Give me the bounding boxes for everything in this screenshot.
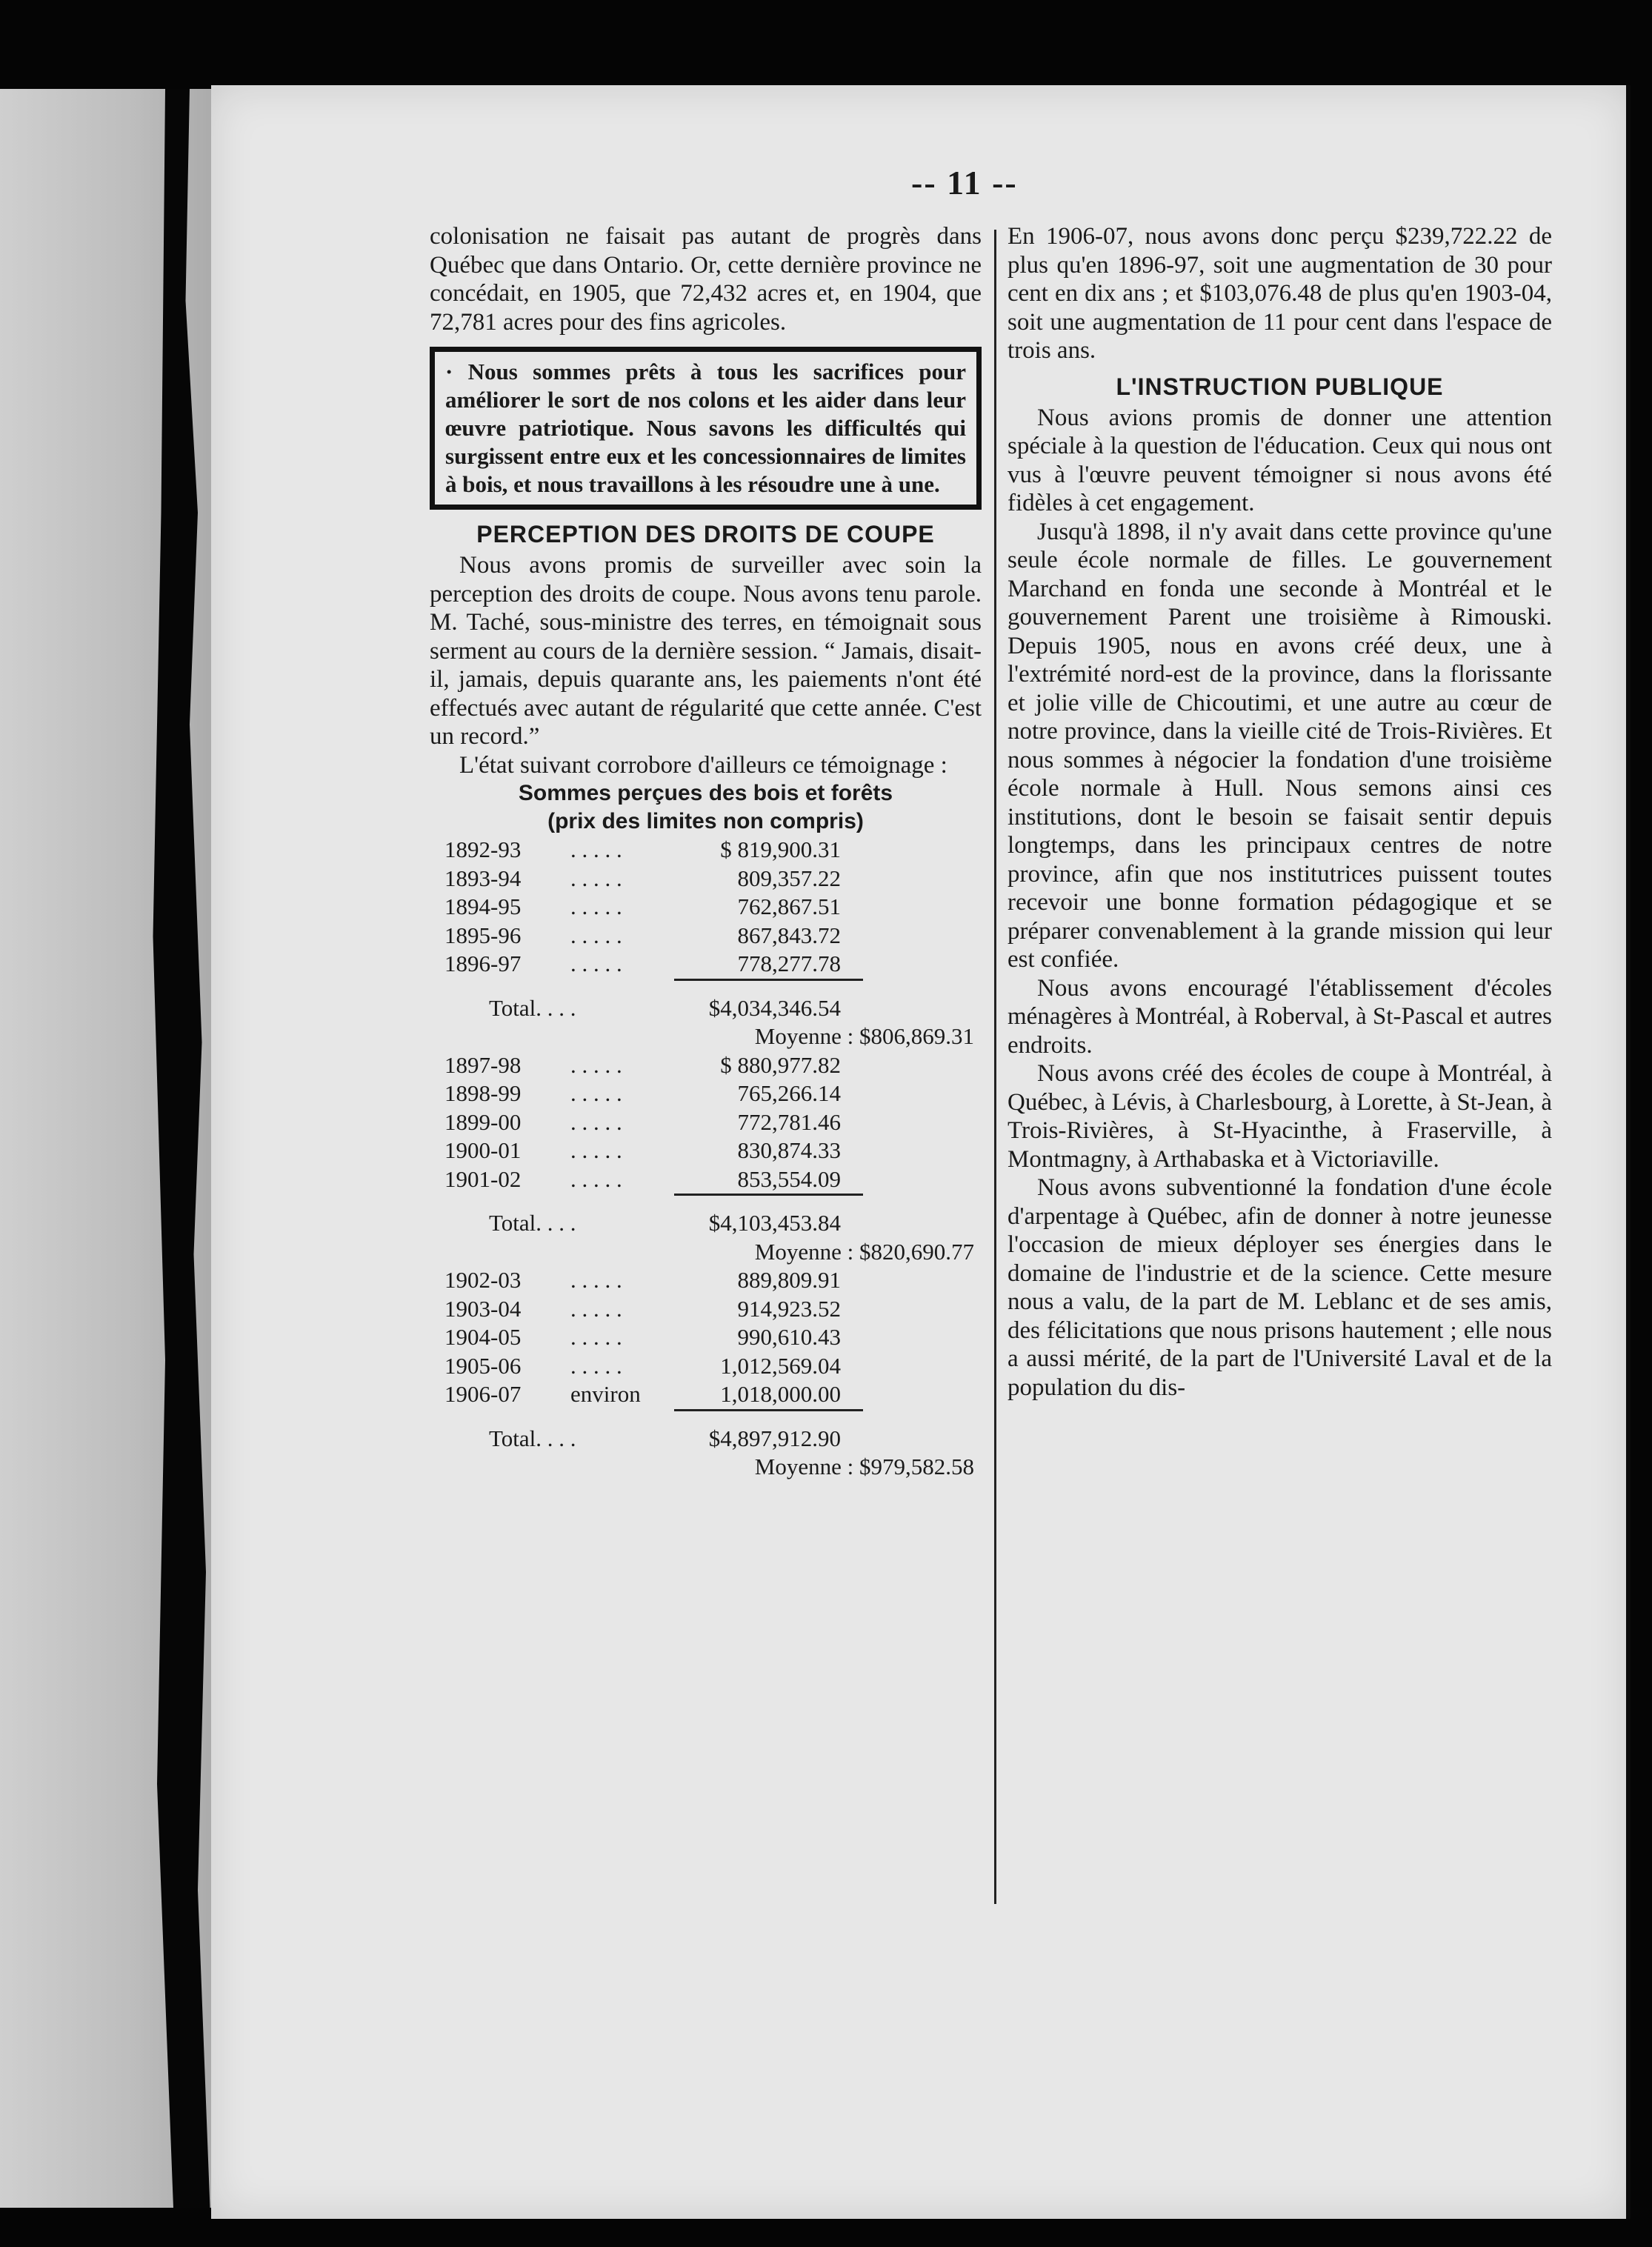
table-row: 1901-02 . . . . . 853,554.09 xyxy=(444,1165,841,1192)
instruction-paragraph-5: Nous avons subventionné la fondation d'une école d'arpentage à Québec, afin de donner à notre jeunesse l'occasion de mieux déployer ses énergies dans le domaine de l'industrie et de la science. Cette mesure nous a valu, de la part de M. Leblanc et de ses amis, des félicitations que nous prisons hautement ; elle nous a aussi mérité, de la part de l'Université Laval et de la population du dis- xyxy=(1007,1174,1552,1401)
table-row: 1896-97 . . . . . 778,277.78 xyxy=(444,951,841,976)
right-intro-paragraph: En 1906-07, nous avons donc perçu $239,722.22 de plus qu'en 1896-97, soit une augmentation de 30 pour cent en dix ans ; et $103,076.48 de plus qu'en 1903-04, soit une augmentation de 11 pour cent dans l'espace de trois ans. xyxy=(1007,223,1552,364)
table-row: 1906-07 environ 1,018,000.00 xyxy=(444,1381,841,1407)
table-subtitle: (prix des limites non compris) xyxy=(547,809,864,833)
table-title: Sommes perçues des bois et forêts xyxy=(518,781,893,805)
instruction-paragraph-1: Nous avions promis de donner une attention spéciale à la question de l'éducation. Ceux qui nous ont vus à l'œuvre peuvent témoigner si nous avons été fidèles à cet engagement. xyxy=(1007,404,1552,516)
instruction-paragraph-3: Nous avons encouragé l'établissement d'écoles ménagères à Montréal, à Roberval, à St-Pascal et autres endroits. xyxy=(1007,974,1552,1059)
table-row: 1904-05 . . . . . 990,610.43 xyxy=(444,1324,841,1350)
column-divider xyxy=(994,230,996,1904)
section-heading-instruction: L'INSTRUCTION PUBLIQUE xyxy=(1116,373,1444,400)
table-row: 1894-95 . . . . . 762,867.51 xyxy=(444,893,841,919)
etat-paragraph: L'état suivant corrobore d'ailleurs ce témoignage : xyxy=(459,751,947,779)
revenue-table xyxy=(430,836,982,1022)
average-line: Moyenne : $979,582.58 xyxy=(754,1454,974,1479)
table-row: 1895-96 . . . . . 867,843.72 xyxy=(444,922,841,948)
page-border xyxy=(1626,85,1631,2219)
table-row: 1899-00 . . . . . 772,781.46 xyxy=(444,1108,841,1135)
perception-paragraph: Nous avons promis de surveiller avec soin la perception des droits de coupe. Nous avons tenu parole. M. Taché, sous-ministre des terres, en témoignait sous serment au cours de la dernière session. “ Jamais, disait-il, jamais, depuis quarante ans, les paiements n'ont été effectués avec autant de régularité que cette année. C'est un record.” xyxy=(430,552,982,750)
table-row: 1903-04 . . . . . 914,923.52 xyxy=(444,1295,841,1322)
revenue-table xyxy=(430,1051,982,1238)
instruction-paragraph-2: Jusqu'à 1898, il n'y avait dans cette province qu'une seule école normale de filles. Le gouvernement Marchand en fonda une seconde à Montréal et le gouvernement Parent une troisième à Rimouski. Depuis 1905, nous en avons créé deux, une à l'extrémité nord-est de la province, dans la florissante et jolie ville de Chicoutimi, et une autre au cœur de notre province, dans la vieille cité de Trois-Rivières. Et nous sommes à négocier la fondation d'une troisième école normale à Hull. Nous semons ainsi ces institutions, dont le besoin se faisait sentir depuis longtemps, dans les principaux centres de notre province, afin que nos institutrices puissent toutes recevoir une bonne formation pédagogique et se préparer convenablement à la grande mission qui leur est confiée. xyxy=(1007,518,1552,973)
total-row: Total. . . . $4,103,453.84 xyxy=(489,1210,841,1236)
instruction-paragraph-4: Nous avons créé des écoles de coupe à Montréal, à Québec, à Lévis, à Charlesbourg, à Lorette, à St-Jean, à Trois-Rivières, à St-Hyacinthe, à Fraserville, à Montmagny, à Arthabaska et à Victoriaville. xyxy=(1007,1060,1552,1173)
right-column xyxy=(1007,222,1552,1402)
left-column xyxy=(430,222,982,1482)
boxed-statement: · Nous sommes prêts à tous les sacrifices pour améliorer le sort de nos colons et les aider dans leur œuvre patriotique. Nous savons les difficultés qui surgissent entre eux et les concessionnaires de limites à bois, et nous travaillons à les résoudre une à une. xyxy=(430,347,982,510)
total-row: Total. . . . $4,897,912.90 xyxy=(489,1425,841,1451)
table-row: 1892-93 . . . . . $ 819,900.31 xyxy=(444,836,841,862)
table-row: 1893-94 . . . . . 809,357.22 xyxy=(444,865,841,891)
section-heading-perception: PERCEPTION DES DROITS DE COUPE xyxy=(476,521,935,547)
left-intro-paragraph: colonisation ne faisait pas autant de progrès dans Québec que dans Ontario. Or, cette dernière province ne concédait, en 1905, que 72,432 acres et, en 1904, que 72,781 acres pour des fins agricoles. xyxy=(430,223,982,336)
revenue-table xyxy=(430,1266,982,1453)
table-row: 1902-03 . . . . . 889,809.91 xyxy=(444,1267,841,1293)
table-row: 1900-01 . . . . . 830,874.33 xyxy=(444,1137,841,1163)
table-row: 1905-06 . . . . . 1,012,569.04 xyxy=(444,1352,841,1379)
total-row: Total. . . . $4,034,346.54 xyxy=(489,994,841,1021)
table-row: 1897-98 . . . . . $ 880,977.82 xyxy=(444,1051,841,1078)
average-line: Moyenne : $820,690.77 xyxy=(754,1238,974,1265)
page-number: -- 11 -- xyxy=(911,164,1018,202)
table-row: 1898-99 . . . . . 765,266.14 xyxy=(444,1080,841,1106)
average-line: Moyenne : $806,869.31 xyxy=(754,1023,974,1049)
